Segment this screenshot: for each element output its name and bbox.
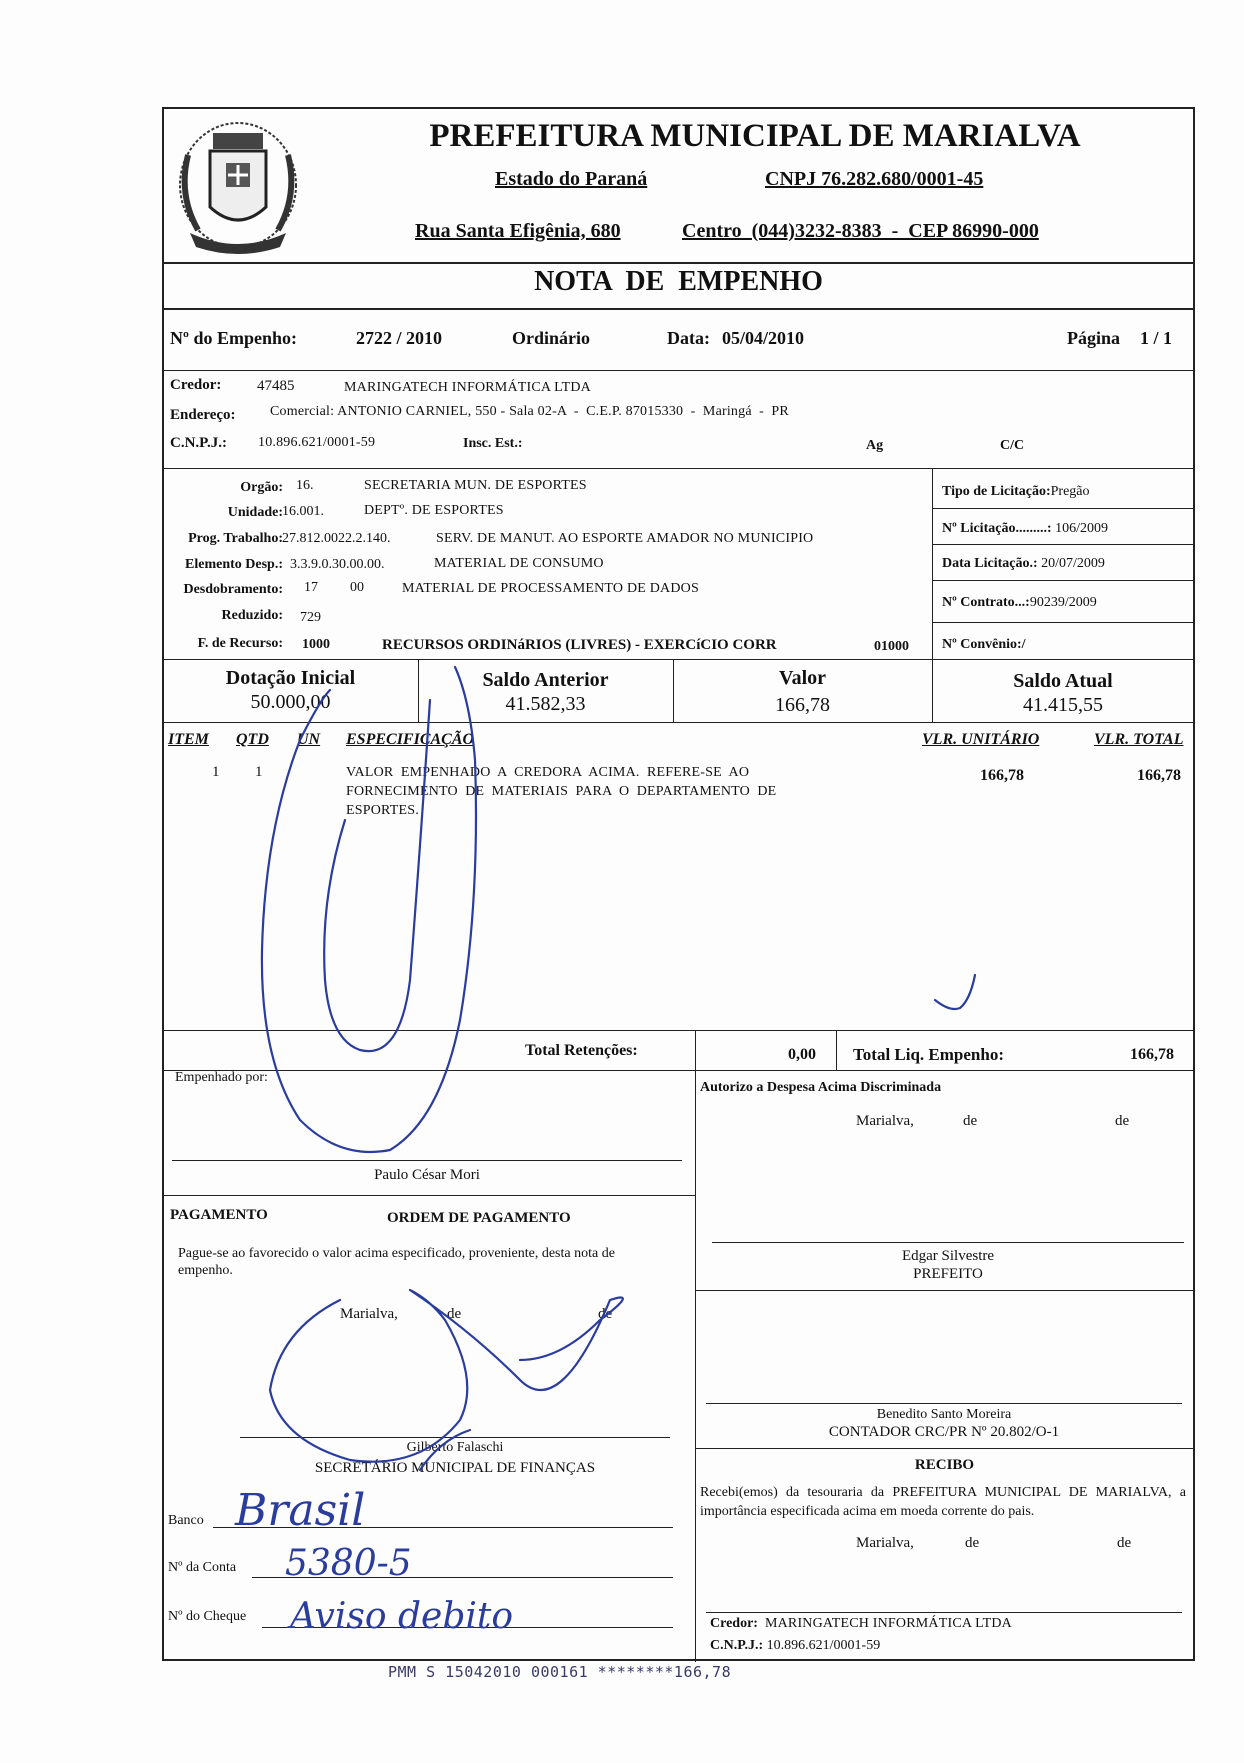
item-description-line2: FORNECIMENTO DE MATERIAIS PARA O DEPARTAMENTO DE [346,784,777,799]
licitacao-number-label: Nº Licitação.........: [942,521,1052,536]
recibo-cnpj-label: C.N.P.J.: [710,1638,764,1653]
contrato-label: Nº Contrato...: [942,595,1030,610]
valor-label: Valor [778,667,827,689]
reduzido-value: 729 [300,610,321,625]
credor-code: 47485 [257,378,295,394]
divider [695,1070,696,1662]
banco-label: Banco [168,1513,204,1528]
cheque-label: Nº do Cheque [168,1609,247,1624]
doc-type-title: NOTA DE EMPENHO [534,266,823,297]
contrato-value: 90239/2009 [1029,595,1097,610]
divider [932,544,1194,545]
prog-code: 27.812.0022.2.140. [282,531,391,546]
item-qtd: 1 [255,764,263,780]
divider [163,308,1194,310]
conta-line [252,1577,673,1578]
endereco-label: Endereço: [170,407,236,423]
unidade-code: 16.001. [282,504,324,519]
empenho-number: 2722 / 2010 [356,328,443,348]
orgao-code: 16. [296,478,314,493]
signature-line [172,1160,682,1161]
credor-address: Comercial: ANTONIO CARNIEL, 550 - Sala 02-A - C.E.P. 87015330 - Maringá - PR [270,404,789,419]
recurso-code: 1000 [302,637,330,652]
prefeito-name: Edgar Silvestre [901,1248,995,1264]
page-label: Página [1067,328,1121,348]
ag-label: Ag [866,438,884,453]
ink-cheque-text: Aviso debito [290,1596,514,1637]
divider [836,1030,837,1070]
coat-of-arms-logo [168,115,308,260]
divider [695,1448,1194,1449]
empenho-kind: Ordinário [512,328,591,348]
unidade-name: DEPTº. DE ESPORTES [364,503,504,518]
empenhado-label: Empenhado por: [175,1070,268,1085]
divider [163,1195,695,1196]
ink-conta-text: 5380-5 [285,1543,412,1584]
divider [163,468,1194,469]
orgao-name: SECRETARIA MUN. DE ESPORTES [364,478,587,493]
secretario-name: Gilberto Falaschi [406,1440,504,1455]
recibo-text: Recebi(emos) da tesouraria da PREFEITURA MUNICIPAL DE MARIALVA, a importância especificada acima em moeda corrente do pais. [700,1485,1186,1519]
col-header-vlr-unitario: VLR. UNITÁRIO [922,731,1040,748]
item-description-line1: VALOR EMPENHADO A CREDORA ACIMA. REFERE-SE AO [346,765,750,780]
reduzido-label: Reduzido: [221,608,283,623]
licitacao-type-value: Pregão [1050,484,1090,499]
item-number: 1 [212,764,220,780]
divider [163,262,1194,264]
date-label: Data: [667,328,710,348]
divider [932,580,1194,581]
page-number: 1 / 1 [1140,328,1173,348]
saldo-atual-label: Saldo Atual [1013,670,1113,692]
item-unit-value: 166,78 [980,767,1024,784]
credor-cnpj: 10.896.621/0001-59 [258,435,376,450]
payment-stamp: PMM S 15042010 000161 ********166,78 [388,1663,732,1681]
contador-title: CONTADOR CRC/PR Nº 20.802/O-1 [828,1424,1060,1440]
item-total-value: 166,78 [1137,767,1181,784]
autorizo-text: Autorizo a Despesa Acima Discriminada [700,1080,942,1095]
divider [163,722,1194,723]
header-title: PREFEITURA MUNICIPAL DE MARIALVA [429,118,1081,154]
unidade-label: Unidade: [227,505,283,520]
recibo-credor-label: Credor: [710,1616,758,1631]
conta-label: Nº da Conta [168,1560,237,1575]
saldo-anterior-label: Saldo Anterior [482,669,609,691]
empenhado-name: Paulo César Mori [374,1167,480,1183]
total-liquido-label: Total Liq. Empenho: [853,1045,1004,1064]
insc-est-label: Insc. Est.: [463,436,523,451]
desdobramento-b: 00 [350,580,364,595]
empenho-date: 05/04/2010 [722,328,805,348]
retencoes-label: Total Retenções: [525,1042,638,1059]
item-description-line3: ESPORTES. [346,803,419,818]
licitacao-date [942,556,1105,572]
convenio-label: Nº Convênio:/ [942,637,1026,652]
recibo-credor-name: MARINGATECH INFORMÁTICA LTDA [764,1616,1012,1631]
cheque-line [262,1627,673,1628]
licitacao-number-value: 106/2009 [1055,521,1108,536]
divider [163,659,1194,660]
elemento-name: MATERIAL DE CONSUMO [434,556,604,571]
recibo-de-2: de [1117,1535,1132,1551]
autorizo-city: Marialva, [856,1113,914,1129]
divider [695,1290,1194,1291]
dotacao-label: Dotação Inicial [225,667,356,689]
licitacao-type [942,484,1090,500]
recibo-city: Marialva, [856,1535,914,1551]
desdobramento-a: 17 [304,580,318,595]
col-header-qtd: QTD [236,731,269,748]
col-header-item: ITEM [168,731,209,748]
credor-label: Credor: [170,377,222,393]
header-contact: Centro (044)3232-8383 - CEP 86990-000 [682,220,1039,242]
pagamento-text: Pague-se ao favorecido o valor acima especificado, proveniente, desta nota de empenho. [178,1246,615,1278]
col-header-vlr-total: VLR. TOTAL [1094,731,1184,748]
signature-line [706,1612,1182,1613]
header-state: Estado do Paraná [495,168,648,190]
recibo-cnpj-value: 10.896.621/0001-59 [766,1638,881,1653]
elemento-code: 3.3.9.0.30.00.00. [290,557,385,572]
prefeito-title: PREFEITO [913,1266,983,1282]
banco-line [213,1527,673,1528]
elemento-label: Elemento Desp.: [185,557,283,572]
divider [932,622,1194,623]
header-cnpj: CNPJ 76.282.680/0001-45 [765,168,984,190]
recurso-code2: 01000 [874,639,909,654]
desdobramento-label: Desdobramento: [183,582,283,597]
saldo-atual-value: 41.415,55 [1023,694,1103,716]
prog-name: SERV. DE MANUT. AO ESPORTE AMADOR NO MUNICIPIO [436,531,814,546]
recurso-label: F. de Recurso: [197,636,283,651]
pagamento-city: Marialva, [340,1306,398,1322]
divider [163,370,1194,371]
saldo-anterior-value: 41.582,33 [505,693,586,715]
signature-line [706,1403,1182,1404]
divider [932,468,933,659]
col-header-especificacao: ESPECIFICAÇÃO [346,731,475,748]
contador-name: Benedito Santo Moreira [876,1407,1012,1422]
licitacao-date-value: 20/07/2009 [1041,556,1105,571]
autorizo-de-1: de [963,1113,978,1129]
pagamento-de-2: de [598,1306,613,1322]
ordem-pagamento-label: ORDEM DE PAGAMENTO [387,1210,571,1226]
dotacao-value: 50.000,00 [250,691,331,713]
orgao-label: Orgão: [240,480,283,495]
divider [163,1030,1194,1031]
pagamento-label: PAGAMENTO [170,1207,268,1223]
retencoes-value: 0,00 [788,1046,816,1063]
licitacao-date-label: Data Licitação.: [942,556,1038,571]
total-liquido-value: 166,78 [1130,1046,1174,1063]
prog-label: Prog. Trabalho: [188,531,283,546]
credor-name: MARINGATECH INFORMÁTICA LTDA [344,380,591,395]
signature-line [712,1242,1184,1243]
recibo-de-1: de [965,1535,980,1551]
contrato [942,595,1097,611]
pagamento-de-1: de [447,1306,462,1322]
licitacao-type-label: Tipo de Licitação: [942,484,1051,499]
valor-value: 166,78 [775,694,830,716]
empenho-label: Nº do Empenho: [170,328,297,348]
secretario-title: SECRETÁRIO MUNICIPAL DE FINANÇAS [314,1460,596,1476]
desdobramento-name: MATERIAL DE PROCESSAMENTO DE DADOS [402,581,699,596]
recibo-credor [710,1616,1012,1632]
divider [163,1070,1194,1071]
autorizo-de-2: de [1115,1113,1130,1129]
ink-banco-text: Brasil [235,1485,366,1536]
cc-label: C/C [1000,438,1025,453]
col-header-un: UN [297,731,321,748]
recibo-title: RECIBO [914,1457,975,1473]
divider [695,1030,696,1070]
signature-line [240,1437,670,1438]
recurso-name: RECURSOS ORDINáRIOS (LIVRES) - EXERCíCIO CORR [382,637,777,653]
header-street: Rua Santa Efigênia, 680 [415,220,621,242]
cnpj-label: C.N.P.J.: [170,435,227,451]
recibo-cnpj [710,1638,880,1654]
licitacao-number [942,521,1108,537]
divider [932,508,1194,509]
